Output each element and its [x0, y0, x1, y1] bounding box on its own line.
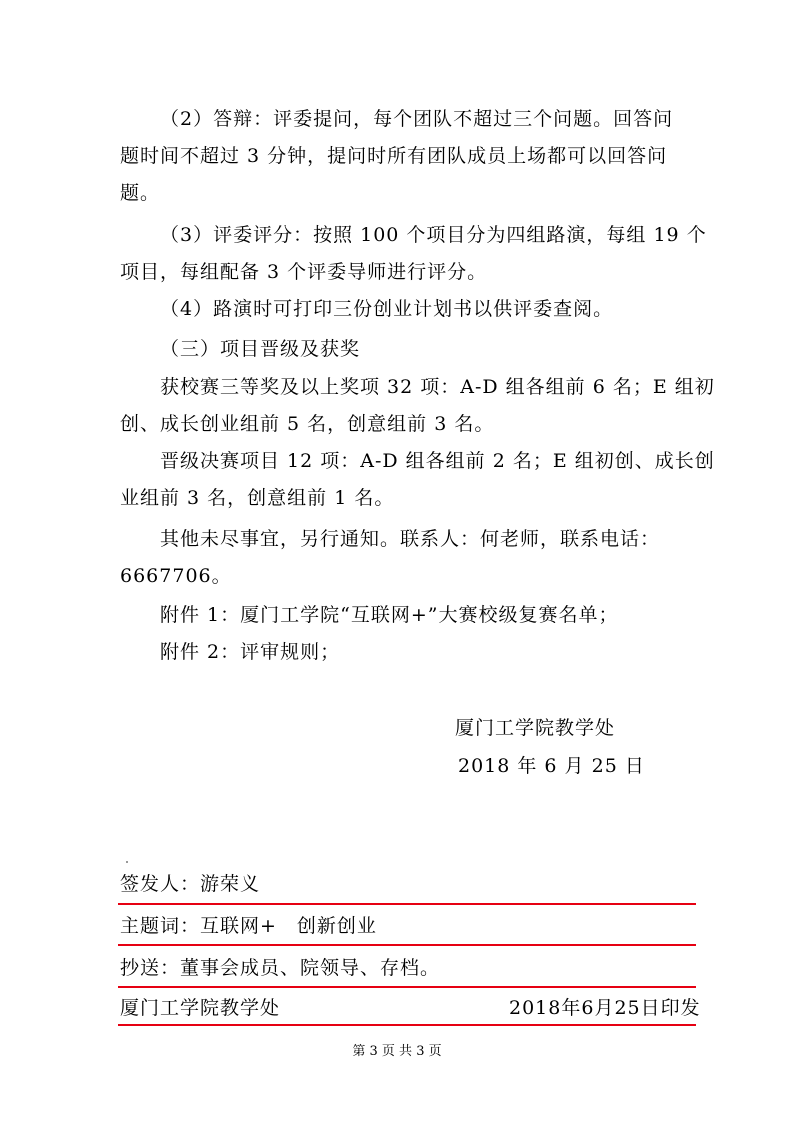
cc-line: 抄送：董事会成员、院领导、存档。	[120, 957, 441, 979]
body-line: 晋级决赛项目 12 项：A-D 组各组前 2 名；E 组初创、成长创	[160, 450, 715, 472]
signature-org: 厦门工学院教学处	[455, 717, 616, 739]
body-line: 创、成长创业组前 5 名，创意组前 3 名。	[120, 413, 495, 435]
page-number: 第 3 页 共 3 页	[352, 1044, 442, 1059]
body-line: （2）答辩：评委提问，每个团队不超过三个问题。回答问	[160, 108, 674, 130]
red-rule	[118, 944, 696, 946]
red-rule	[118, 986, 696, 988]
body-line: 题时间不超过 3 分钟，提问时所有团队成员上场都可以回答问	[120, 145, 668, 167]
attachment-line: 附件 2：评审规则；	[160, 641, 341, 663]
body-line: 其他未尽事宜，另行通知。联系人：何老师，联系电话：	[160, 528, 661, 550]
issued-date: 2018年6月25日印发	[509, 997, 701, 1019]
body-line: 6667706。	[120, 565, 232, 587]
keywords-line: 主题词：互联网+ 创新创业	[120, 915, 377, 937]
body-line: 项目，每组配备 3 个评委导师进行评分。	[120, 261, 488, 283]
red-rule	[118, 903, 696, 905]
attachment-line: 附件 1：厦门工学院“互联网+”大赛校级复赛名单；	[160, 604, 619, 626]
issuer-line: 签发人：游荣义	[120, 873, 261, 895]
signature-date: 2018 年 6 月 25 日	[458, 755, 645, 777]
body-line: （3）评委评分：按照 100 个项目分为四组路演，每组 19 个	[160, 224, 707, 246]
stray-dot	[126, 861, 128, 863]
footer-org: 厦门工学院教学处	[120, 997, 281, 1019]
body-line: （4）路演时可打印三份创业计划书以供评委查阅。	[160, 298, 614, 320]
section-heading: （三）项目晋级及获奖	[160, 338, 361, 360]
red-rule	[118, 1024, 696, 1026]
body-line: 题。	[120, 182, 161, 204]
body-line: 业组前 3 名，创意组前 1 名。	[120, 487, 395, 509]
body-line: 获校赛三等奖及以上奖项 32 项：A-D 组各组前 6 名；E 组初	[160, 376, 715, 398]
